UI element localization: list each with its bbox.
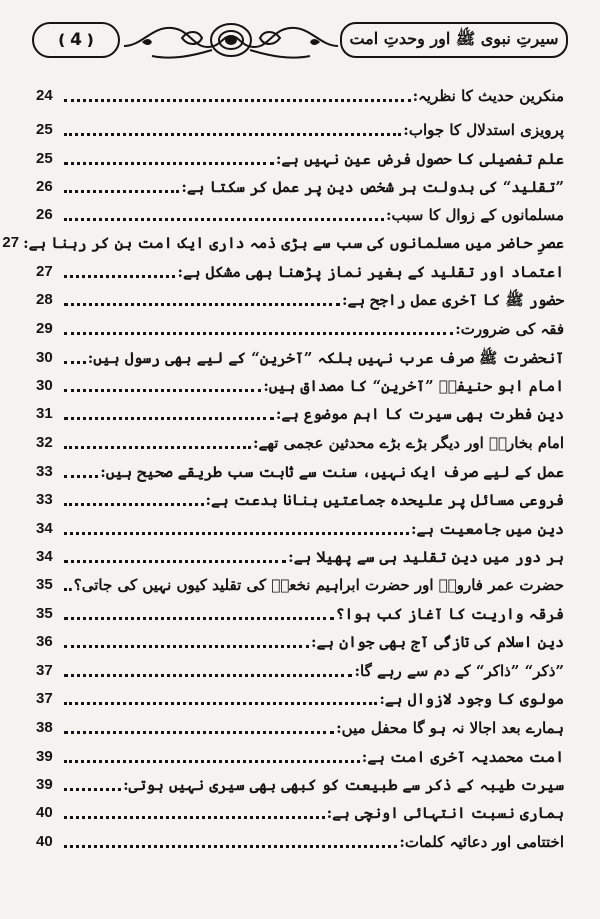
toc-entry-page: 26 — [36, 206, 53, 223]
toc-entry-title: امام ابو حنیفہؒ ”آخرین“ کا مصداق ہیں: — [263, 377, 564, 395]
toc-entry-page: 40 — [36, 833, 53, 850]
toc-entry-page: 34 — [36, 520, 53, 537]
page-number-badge — [32, 22, 120, 58]
bracket-right-icon: ❫ — [83, 31, 97, 49]
book-title-box — [340, 22, 568, 58]
toc-entry-title: فقہ کی ضرورت: — [455, 320, 564, 338]
toc-entry — [36, 70, 564, 106]
toc-entry-title: حضرت عمر فاروقؓ اور حضرت ابراہیم نخعیؒ کی تقلید کیوں نہیں کی جاتی؟ — [73, 576, 564, 594]
toc-entry-page: 35 — [36, 605, 53, 622]
toc-entry-page: 25 — [36, 121, 53, 138]
toc-entry-title: ”تقلید“ کی بدولت ہر شخص دین پر عمل کر سکتا ہے: — [181, 178, 564, 196]
toc-entry-page: 28 — [36, 291, 53, 308]
toc-entry-title: پرویزی استدلال کا جواب: — [403, 121, 564, 139]
toc-entry-title: امت محمدیہ آخری امت ہے: — [361, 748, 564, 766]
toc-entry-page: 24 — [36, 87, 53, 104]
toc-entry-page: 29 — [36, 320, 53, 337]
toc-entry-title: ہمارے بعد اجالا نہ ہو گا محفل میں: — [336, 719, 564, 737]
toc-entry-page: 37 — [36, 662, 53, 679]
toc-entry-title: امام بخاریؒ اور دیگر بڑے بڑے محدثین عجمی تھے: — [253, 434, 564, 452]
dot-leader — [64, 99, 411, 102]
toc-entry-page: 30 — [36, 349, 53, 366]
page-header — [30, 16, 570, 64]
toc-entry-title: اعتماد اور تقلید کے بغیر نماز پڑھنا بھی مشکل ہے: — [177, 263, 564, 281]
toc-entry-page: 34 — [36, 548, 53, 565]
toc-entry-title: علم تفصیلی کا حصول فرض عین نہیں ہے: — [275, 150, 564, 168]
toc-entry-title: ہر دور میں دین تقلید ہی سے پھیلا ہے: — [288, 548, 564, 566]
toc-entry-page: 27 — [36, 263, 53, 280]
toc-entry-page: 32 — [36, 434, 53, 451]
bracket-left-icon: ❪ — [55, 31, 69, 49]
toc-entry-title: ہماری نسبت انتہائی اونچی ہے: — [326, 804, 564, 822]
book-title: سیرتِ نبوی ﷺ اور وحدتِ امت — [349, 28, 559, 48]
toc-entry-page: 40 — [36, 804, 53, 821]
header-ornament-icon — [122, 16, 340, 64]
toc-entry-title: آنحضرت ﷺ صرف عرب نہیں بلکہ ”آخرین“ کے لیے بھی رسول ہیں: — [87, 349, 564, 367]
toc-entry-page: 35 — [36, 576, 53, 593]
toc-entry-title: سیرت طیبہ کے ذکر سے طبیعت کو کبھی بھی سیری نہیں ہوتی: — [123, 776, 564, 794]
toc-entry-page: 39 — [36, 776, 53, 793]
toc-entry — [36, 816, 564, 852]
toc-entry-title: منکرین حدیث کا نظریہ: — [412, 87, 564, 105]
toc-entry-title: مسلمانوں کے زوال کا سبب: — [385, 206, 564, 224]
toc-entry-title: عمل کے لیے صرف ایک نہیں، سنت سے ثابت سب طریقے صحیح ہیں: — [100, 463, 564, 481]
toc-entry-page: 33 — [36, 463, 53, 480]
toc-entry-title: فروعی مسائل پر علیحدہ جماعتیں بنانا بدعت ہے: — [205, 491, 564, 509]
toc-entry-page: 25 — [36, 150, 53, 167]
toc-entry-title: عصرِ حاضر میں مسلمانوں کی سب سے بڑی ذمہ داری ایک امت بن کر رہنا ہے: — [23, 234, 564, 252]
toc-entry-page: 36 — [36, 633, 53, 650]
toc-entry-title: دین میں جامعیت ہے: — [410, 520, 564, 538]
toc-entry-title: ”ذکر“ ”ذاکر“ کے دم سے رہے گا: — [354, 662, 564, 680]
toc-entry-title: حضور ﷺ کا آخری عمل راجح ہے: — [342, 291, 564, 309]
toc-entry-page: 26 — [36, 178, 53, 195]
toc-entry-page: 31 — [36, 405, 53, 422]
toc-entry-page: 39 — [36, 748, 53, 765]
toc-entry-page: 33 — [36, 491, 53, 508]
toc-entry-title: دین فطرت بھی سیرت کا اہم موضوع ہے: — [275, 405, 564, 423]
toc-entry-title: مولوی کا وجود لازوال ہے: — [379, 690, 564, 708]
toc-entry-page: 30 — [36, 377, 53, 394]
page-number: 4 — [70, 30, 82, 50]
dot-leader — [64, 845, 397, 848]
toc-entry-page: 27 — [2, 234, 20, 251]
toc-entry-page: 37 — [36, 690, 53, 707]
toc-entry-title: فرقہ واریت کا آغاز کب ہوا؟ — [335, 605, 564, 623]
toc-entry-title: دین اسلام کی تازگی آج بھی جوان ہے: — [310, 633, 564, 651]
toc-entry-page: 38 — [36, 719, 53, 736]
table-of-contents — [2, 70, 564, 851]
toc-entry-title: اختتامی اور دعائیہ کلمات: — [399, 833, 564, 851]
